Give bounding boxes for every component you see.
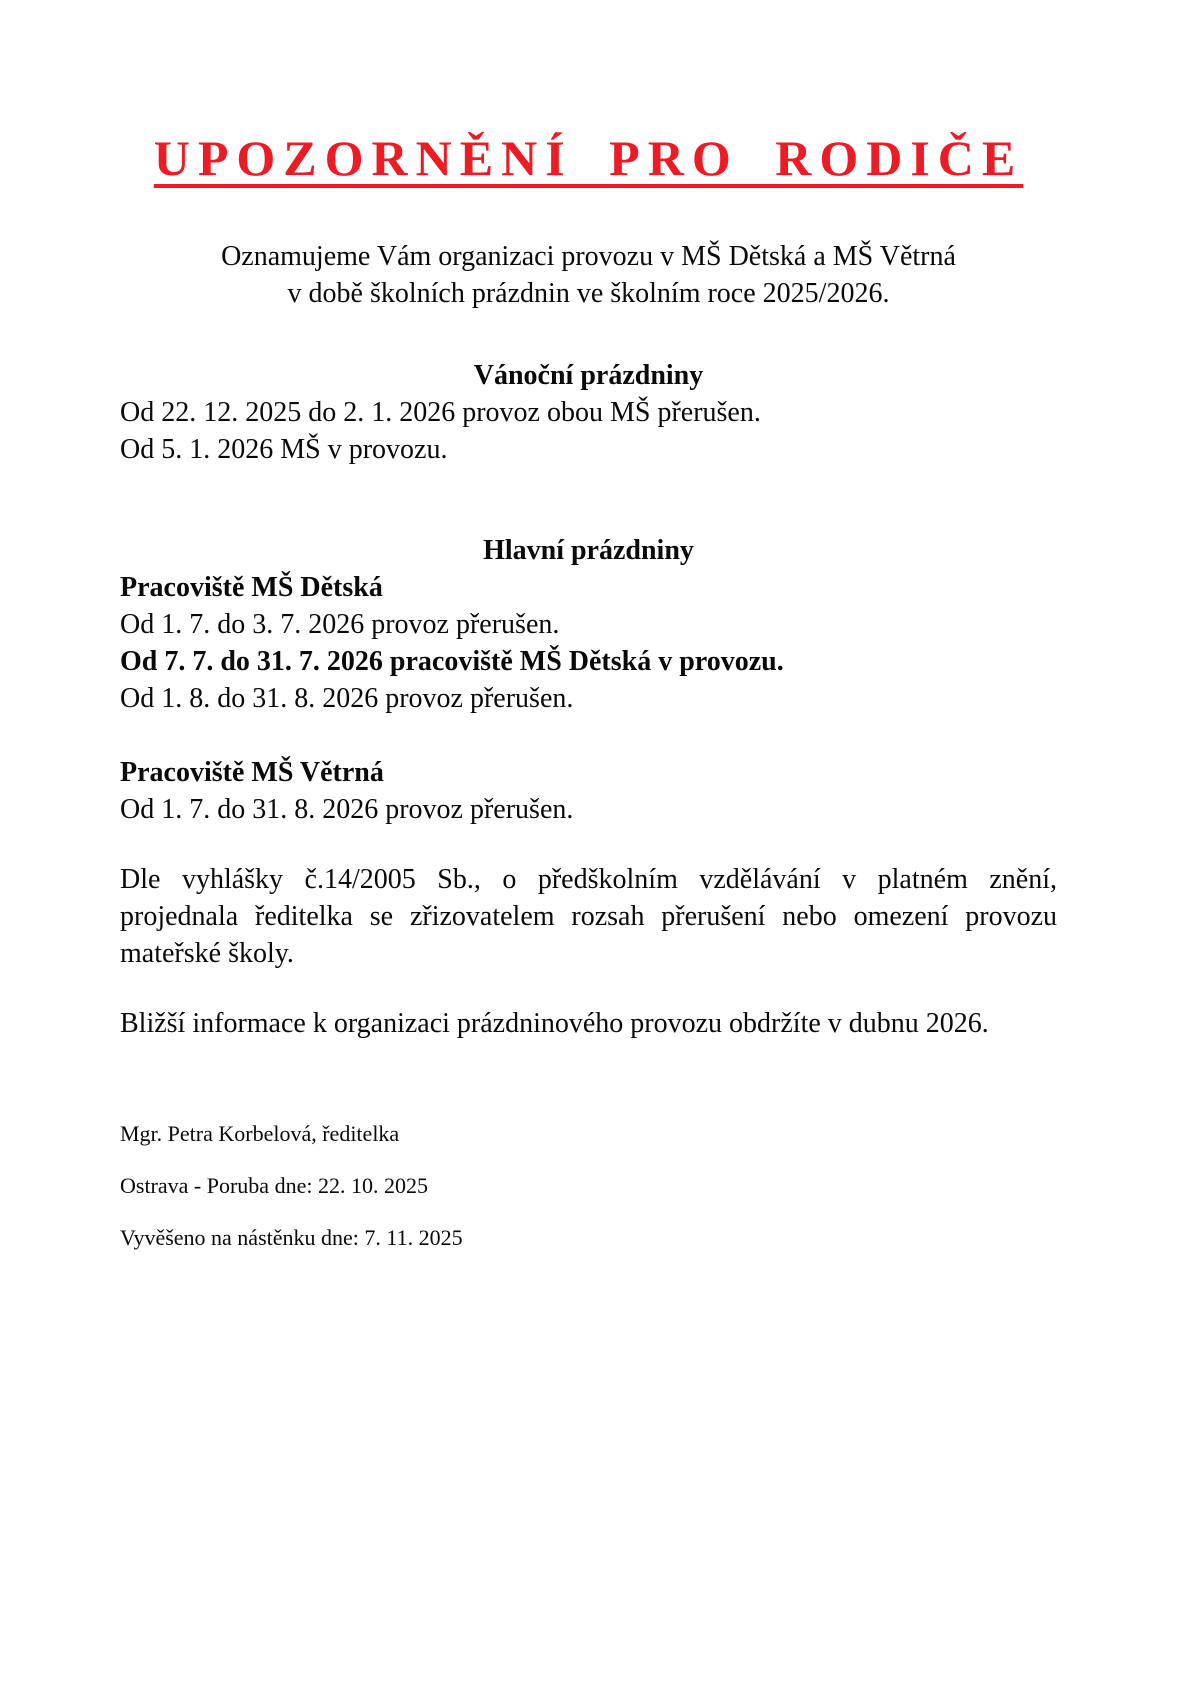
signature-line: Mgr. Petra Korbelová, ředitelka <box>120 1121 400 1146</box>
place-date-line: Ostrava - Poruba dne: 22. 10. 2025 <box>120 1173 428 1198</box>
more-info-line: Bližší informace k organizaci prázdninového provozu obdržíte v dubnu 2026. <box>120 1008 989 1039</box>
intro-paragraph <box>120 238 1057 312</box>
vetrna-heading: Pracoviště MŠ Větrná <box>120 757 384 788</box>
detska-line-3: Od 1. 8. do 31. 8. 2026 provoz přerušen. <box>120 683 574 714</box>
intro-line-1: Oznamujeme Vám organizaci provozu v MŠ Dětská a MŠ Větrná <box>221 241 956 272</box>
page-title: UPOZORNĚNÍ PRO RODIČE <box>153 130 1024 186</box>
main-holidays-section <box>120 532 1057 828</box>
detska-line-1: Od 1. 7. do 3. 7. 2026 provoz přerušen. <box>120 609 560 640</box>
decree-line-1: Dle vyhlášky č.14/2005 Sb., o předškolním vzdělávání v platném znění, <box>120 864 1057 895</box>
christmas-holidays-heading: Vánoční prázdniny <box>473 360 704 391</box>
decree-line-2: projednala ředitelka se zřizovatelem rozsah přerušení nebo omezení provozu <box>120 901 1057 932</box>
christmas-closure-line: Od 22. 12. 2025 do 2. 1. 2026 provoz obou MŠ přerušen. <box>120 397 761 428</box>
footer-block <box>120 1120 1057 1252</box>
detska-heading: Pracoviště MŠ Dětská <box>120 572 383 603</box>
vetrna-subsection <box>120 754 1057 828</box>
main-holidays-heading: Hlavní prázdniny <box>483 535 694 566</box>
posted-date-line: Vyvěšeno na nástěnku dne: 7. 11. 2025 <box>120 1225 463 1250</box>
decree-paragraph <box>120 861 1057 972</box>
detska-line-2: Od 7. 7. do 31. 7. 2026 pracoviště MŠ Dětská v provozu. <box>120 646 784 677</box>
vetrna-line-1: Od 1. 7. do 31. 8. 2026 provoz přerušen. <box>120 794 574 825</box>
christmas-reopen-line: Od 5. 1. 2026 MŠ v provozu. <box>120 434 448 465</box>
christmas-holidays-section <box>120 357 1057 468</box>
intro-line-2: v době školních prázdnin ve školním roce 2025/2026. <box>287 278 890 309</box>
decree-line-3: mateřské školy. <box>120 938 294 969</box>
detska-subsection <box>120 569 1057 717</box>
